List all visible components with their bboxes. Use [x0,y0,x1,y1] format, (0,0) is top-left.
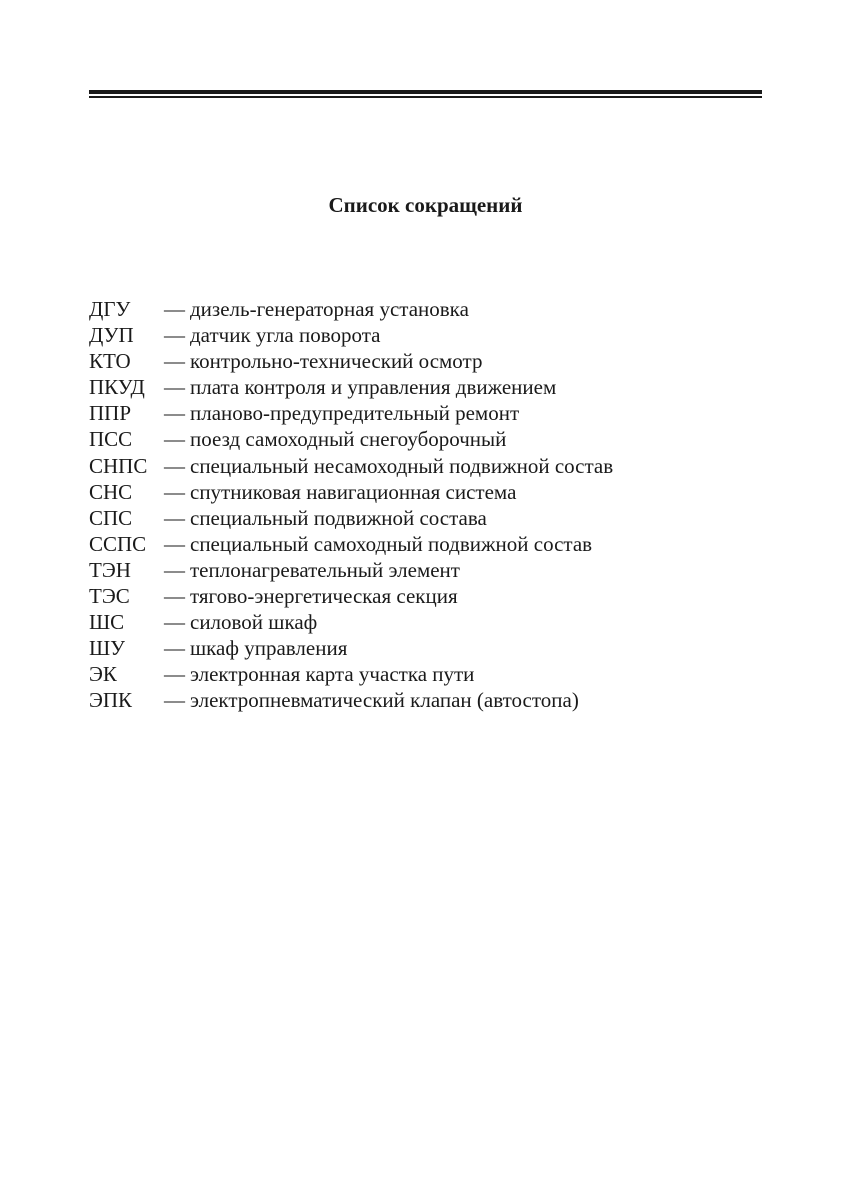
abbreviation-definition: контрольно-технический осмотр [190,349,483,374]
abbreviation-row [89,557,613,583]
abbreviation-list [89,296,613,714]
abbreviation-dash: — [164,688,185,713]
abbreviation-definition: датчик угла поворота [190,323,381,348]
abbreviation-row [89,635,613,661]
abbreviation-dash: — [164,479,185,504]
abbreviation-term: СНПС [89,453,148,478]
abbreviation-dash: — [164,557,185,582]
abbreviation-term: ДУП [89,323,134,348]
abbreviation-definition: электронная карта участка пути [190,662,475,687]
abbreviation-definition: планово-предупредительный ремонт [190,401,520,426]
abbreviation-definition: электропневматический клапан (автостопа) [190,688,579,713]
abbreviation-dash: — [164,375,185,400]
abbreviation-dash: — [164,453,185,478]
abbreviation-term: ДГУ [89,297,131,321]
abbreviation-term: СНС [89,479,133,504]
header-rule-thick [89,90,762,94]
abbreviation-definition: специальный подвижной состава [190,505,487,530]
abbreviation-definition: специальный несамоходный подвижной состав [190,453,614,478]
abbreviation-row [89,583,613,609]
abbreviation-dash: — [164,531,185,556]
abbreviation-definition: дизель-генераторная установка [190,297,469,321]
abbreviation-term: ППР [89,401,132,426]
abbreviation-row [89,296,613,322]
abbreviation-row [89,400,613,426]
abbreviation-term: ЭК [89,662,117,687]
abbreviation-term: ПСС [89,427,133,452]
abbreviation-term: ССПС [89,531,147,556]
abbreviation-dash: — [164,662,185,687]
abbreviation-dash: — [164,610,185,635]
abbreviation-row [89,348,613,374]
abbreviation-definition: силовой шкаф [190,610,318,635]
abbreviation-term: СПС [89,505,133,530]
abbreviation-term: ЭПК [89,688,133,713]
abbreviation-definition: тягово-энергетическая секция [190,584,458,609]
abbreviation-dash: — [164,401,185,426]
abbreviation-term: ТЭС [89,584,130,609]
abbreviation-row [89,531,613,557]
abbreviation-dash: — [164,323,185,348]
header-rule-thin [89,96,762,98]
abbreviation-dash: — [164,505,185,530]
abbreviation-dash: — [164,636,185,661]
abbreviation-dash: — [164,584,185,609]
abbreviation-row [89,322,613,348]
abbreviation-row [89,687,613,713]
abbreviation-row [89,479,613,505]
abbreviation-row [89,609,613,635]
abbreviation-definition: поезд самоходный снегоуборочный [190,427,507,452]
abbreviation-row [89,453,613,479]
header-rule [89,90,762,99]
abbreviation-definition: плата контроля и управления движением [190,375,557,400]
abbreviation-definition: специальный самоходный подвижной состав [190,531,593,556]
abbreviation-dash: — [164,349,185,374]
abbreviation-dash: — [164,427,185,452]
abbreviation-row [89,505,613,531]
abbreviation-definition: спутниковая навигационная система [190,479,517,504]
abbreviation-definition: теплонагревательный элемент [190,557,460,582]
abbreviation-row [89,374,613,400]
abbreviation-dash: — [164,297,185,321]
abbreviation-row [89,661,613,687]
page-title: Список сокращений [328,193,523,217]
abbreviation-term: ТЭН [89,557,131,582]
abbreviation-definition: шкаф управления [190,636,348,661]
abbreviation-term: ПКУД [89,375,145,400]
abbreviation-row [89,426,613,452]
abbreviation-term: КТО [89,349,131,374]
abbreviation-term: ШС [89,610,125,635]
abbreviation-term: ШУ [89,636,126,661]
